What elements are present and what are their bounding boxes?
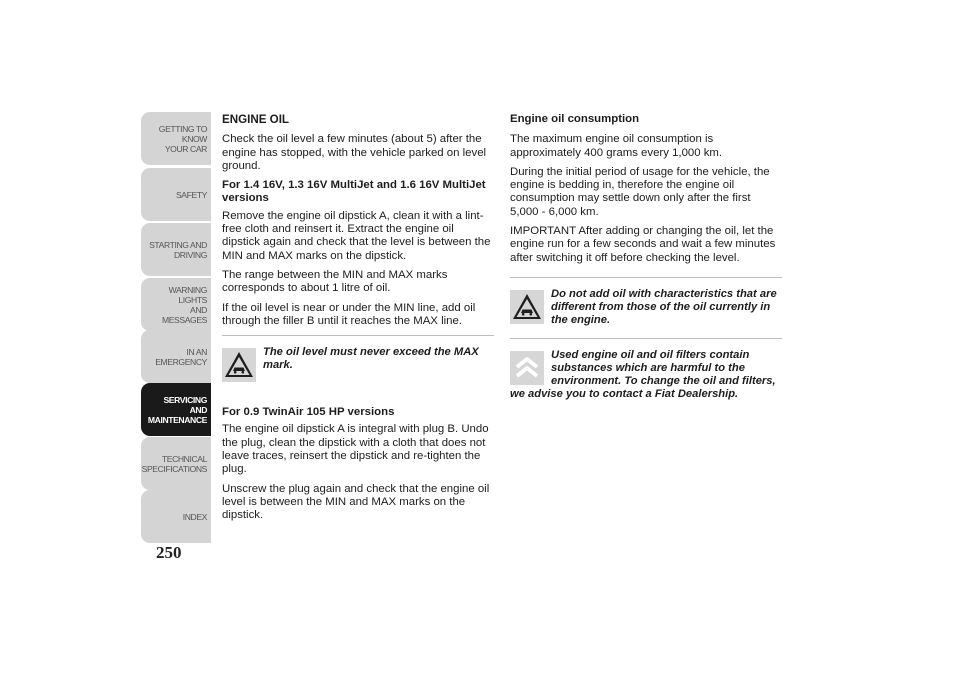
environment-icon xyxy=(510,351,544,385)
page-number: 250 xyxy=(156,543,182,562)
left-column xyxy=(222,113,494,529)
twinair-heading: For 0.9 TwinAir 105 HP versions xyxy=(222,406,395,419)
warning-box xyxy=(510,277,782,326)
versions-heading: For 1.4 16V, 1.3 16V MultiJet and 1.6 16V MultiJet versions xyxy=(222,179,486,205)
paragraph: IMPORTANT After adding or changing the oil, let the engine run for a few seconds and wait a few minutes after switching it off before checking the level. xyxy=(510,225,776,264)
warning-box xyxy=(222,335,494,384)
car-warning-icon xyxy=(222,348,256,382)
tab-technical-specifications[interactable]: TECHNICAL SPECIFICATIONS xyxy=(141,437,211,490)
tab-index[interactable]: INDEX xyxy=(141,490,211,543)
tab-in-an-emergency[interactable]: IN AN EMERGENCY xyxy=(141,330,211,383)
paragraph: Check the oil level a few minutes (about 5) after the engine has stopped, with the vehicle parked on level ground. xyxy=(222,133,487,172)
tab-warning-lights[interactable]: WARNING LIGHTS AND MESSAGES xyxy=(141,278,211,331)
warning-text: The oil level must never exceed the MAX mark. xyxy=(263,346,479,371)
environment-text-tail: we advise you to contact a Fiat Dealership. xyxy=(510,387,739,400)
paragraph: During the initial period of usage for the vehicle, the engine is bedding in, therefore the engine oil consumption may settle down only after the first 5,000 - 6,000 km. xyxy=(510,165,770,218)
paragraph: The engine oil dipstick A is integral with plug B. Undo the plug, clean the dipstick with a cloth that does not leave traces, reinsert the dipstick and re-tighten the plug. xyxy=(222,423,489,476)
paragraph: The maximum engine oil consumption is approximately 400 grams every 1,000 km. xyxy=(510,133,723,159)
paragraph: If the oil level is near or under the MIN line, add oil through the filler B until it reaches the MAX line. xyxy=(222,301,476,327)
tab-starting-and-driving[interactable]: STARTING AND DRIVING xyxy=(141,223,211,276)
section-title: ENGINE OIL xyxy=(222,113,289,126)
consumption-heading: Engine oil consumption xyxy=(510,113,640,125)
environment-text-lead: Used engine oil and oil filters contain substances which are harmful to the environment. To change the oil and filters, xyxy=(551,349,776,387)
environment-text xyxy=(510,349,782,400)
warning-text: Do not add oil with characteristics that are different from those of the oil currently in the engine. xyxy=(551,287,777,326)
tab-servicing-and-maintenance[interactable]: SERVICING AND MAINTENANCE xyxy=(141,383,211,436)
right-column xyxy=(510,113,782,413)
tab-getting-to-know[interactable]: GETTING TO KNOW YOUR CAR xyxy=(141,112,211,165)
tab-safety[interactable]: SAFETY xyxy=(141,168,211,221)
paragraph: The range between the MIN and MAX marks corresponds to about 1 litre of oil. xyxy=(222,268,448,295)
car-warning-icon xyxy=(510,290,544,324)
environment-note xyxy=(510,338,782,400)
paragraph: Unscrew the plug again and check that the engine oil level is between the MIN and MAX marks on the dipstick. xyxy=(222,482,490,522)
paragraph: Remove the engine oil dipstick A, clean it with a lint-free cloth and reinsert it. Extract the engine oil dipstick again and check that the level is between the MIN and MAX marks on the dipstick. xyxy=(222,209,491,262)
